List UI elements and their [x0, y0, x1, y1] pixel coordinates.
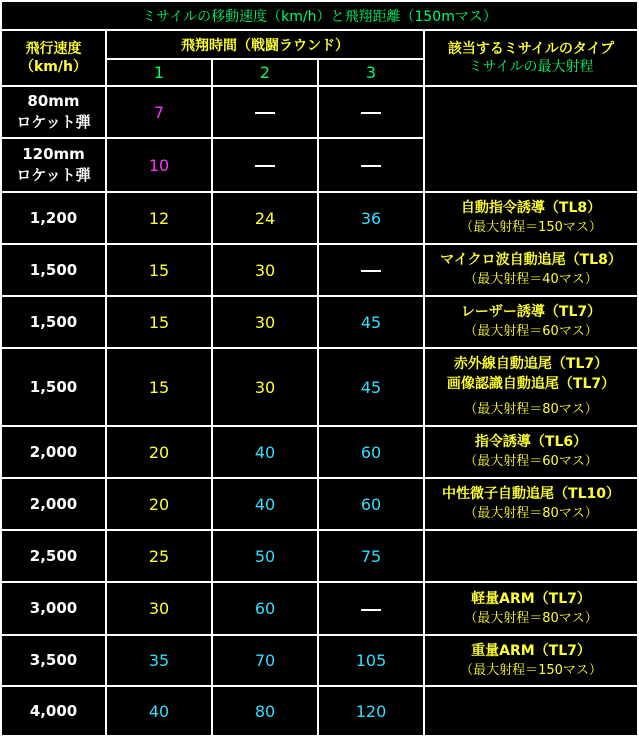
flight-value-r3: [319, 139, 423, 191]
type-cell: [425, 245, 637, 295]
flight-value-r1: 15: [107, 297, 211, 347]
speed-header-line2: （km/h）: [20, 59, 87, 75]
type-header: [425, 31, 637, 85]
flight-value-r3: 75: [319, 531, 423, 581]
type-cell: [425, 687, 637, 735]
speed-cell: [2, 687, 105, 735]
flight-value-r2: 30: [213, 297, 317, 347]
table-row: [2, 479, 637, 529]
type-cell: [425, 193, 637, 243]
flight-value-r1: 12: [107, 193, 211, 243]
missile-max-range: （最大射程＝80マス）: [464, 610, 598, 626]
flight-value-r2: 80: [213, 687, 317, 735]
speed-text: 2,000: [29, 494, 78, 513]
dash-mark: [361, 609, 381, 611]
speed-cell: [2, 139, 105, 191]
flight-value-r3: 45: [319, 349, 423, 425]
round-header-1: 1: [107, 60, 211, 85]
speed-text: 120mm: [22, 145, 85, 163]
type-cell: [425, 427, 637, 477]
flight-value-r1: 25: [107, 531, 211, 581]
missile-max-range: （最大射程＝80マス）: [464, 402, 598, 417]
speed-text: 80mm: [27, 92, 80, 110]
table-row: [2, 636, 637, 685]
flight-value-r2: 40: [213, 479, 317, 529]
table-title: ミサイルの移動速度（km/h）と飛翔距離（150mマス）: [2, 2, 637, 29]
missile-max-range: （最大射程＝150マス）: [460, 662, 602, 678]
flight-value-r2: 40: [213, 427, 317, 477]
speed-text: 3,000: [29, 599, 78, 617]
speed-cell: [2, 193, 105, 243]
type-header-sub: ミサイルの最大射程: [468, 59, 594, 75]
speed-cell: [2, 479, 105, 529]
speed-cell: [2, 87, 105, 137]
speed-header-line1: 飛行速度: [25, 41, 82, 57]
table-row: [2, 427, 637, 477]
missile-max-range: （最大射程＝80マス）: [464, 506, 598, 521]
flight-value-r1: 20: [107, 479, 211, 529]
type-cell: [425, 479, 637, 529]
flight-value-r2: 60: [213, 583, 317, 634]
table-row: [2, 531, 637, 581]
flight-value-r2: 70: [213, 636, 317, 685]
flight-value-r1: 7: [107, 87, 211, 137]
speed-text: ロケット弾: [16, 113, 91, 131]
missile-type-name: 自動指令誘導（TL8）: [460, 200, 602, 216]
flight-value-r2: 24: [213, 193, 317, 243]
type-header-title: 該当するミサイルのタイプ: [447, 41, 615, 57]
table-row: [2, 87, 637, 137]
flight-value-r3: [319, 583, 423, 634]
table-row: [2, 297, 637, 347]
speed-text: 4,000: [29, 701, 78, 720]
missile-max-range: （最大射程＝60マス）: [464, 324, 598, 339]
table-row: [2, 245, 637, 295]
missile-type-name: 重量ARM（TL7）: [471, 642, 591, 659]
round-header-3: 3: [319, 60, 423, 85]
missile-max-range: （最大射程＝150マス）: [460, 220, 602, 235]
missile-max-range: （最大射程＝60マス）: [464, 454, 598, 469]
flight-value-r1: 40: [107, 687, 211, 735]
speed-text: ロケット弾: [16, 166, 91, 184]
flight-value-r3: 45: [319, 297, 423, 347]
flight-value-r1: 15: [107, 349, 211, 425]
flight-value-r2: 30: [213, 349, 317, 425]
flight-value-r1: 35: [107, 636, 211, 685]
flight-value-r3: 60: [319, 427, 423, 477]
flight-value-r1: 10: [107, 139, 211, 191]
flight-value-r3: 36: [319, 193, 423, 243]
missile-type-name: 中性微子自動追尾（TL10）: [442, 486, 620, 502]
table-row: [2, 687, 637, 735]
flight-value-r2: [213, 139, 317, 191]
flight-value-r2: 50: [213, 531, 317, 581]
speed-text: 2,500: [29, 546, 78, 565]
missile-type-name: マイクロ波自動追尾（TL8）: [440, 252, 622, 268]
table-row: [2, 193, 637, 243]
speed-cell: [2, 583, 105, 634]
flight-value-r3: 60: [319, 479, 423, 529]
missile-type-name: 軽量ARM（TL7）: [471, 590, 591, 607]
missile-type-name: 指令誘導（TL6）: [474, 434, 588, 450]
speed-cell: [2, 427, 105, 477]
dash-mark: [255, 165, 275, 167]
speed-cell: [2, 297, 105, 347]
speed-text: 2,000: [29, 442, 78, 461]
type-cell: [425, 636, 637, 685]
type-cell: [425, 531, 637, 581]
flight-value-r1: 30: [107, 583, 211, 634]
round-header-2: 2: [213, 60, 317, 85]
flight-value-r1: 20: [107, 427, 211, 477]
missile-max-range: （最大射程＝40マス）: [464, 272, 598, 287]
flight-time-header: 飛翔時間（戦闘ラウンド）: [107, 31, 423, 58]
flight-value-r3: [319, 245, 423, 295]
type-cell: [425, 583, 637, 634]
speed-text: 3,500: [29, 651, 78, 669]
missile-type-name: 画像認識自動追尾（TL7）: [446, 376, 616, 392]
type-cell: [425, 297, 637, 347]
flight-value-r3: 105: [319, 636, 423, 685]
speed-text: 1,500: [29, 377, 78, 396]
speed-cell: [2, 636, 105, 685]
type-cell: [425, 349, 637, 425]
dash-mark: [361, 165, 381, 167]
flight-value-r3: [319, 87, 423, 137]
dash-mark: [255, 112, 275, 114]
dash-mark: [361, 270, 381, 272]
speed-text: 1,200: [29, 208, 78, 227]
flight-value-r2: [213, 87, 317, 137]
speed-cell: [2, 245, 105, 295]
speed-cell: [2, 349, 105, 425]
speed-cell: [2, 531, 105, 581]
speed-text: 1,500: [29, 312, 78, 331]
table-row: [2, 583, 637, 634]
flight-value-r3: 120: [319, 687, 423, 735]
missile-type-name: 赤外線自動追尾（TL7）: [453, 356, 609, 372]
speed-header: [2, 31, 105, 85]
table-row: [2, 349, 637, 425]
flight-value-r1: 15: [107, 245, 211, 295]
speed-text: 1,500: [29, 260, 78, 279]
flight-value-r2: 30: [213, 245, 317, 295]
missile-type-name: レーザー誘導（TL7）: [460, 304, 602, 320]
type-cell-empty: [425, 87, 637, 191]
dash-mark: [361, 112, 381, 114]
